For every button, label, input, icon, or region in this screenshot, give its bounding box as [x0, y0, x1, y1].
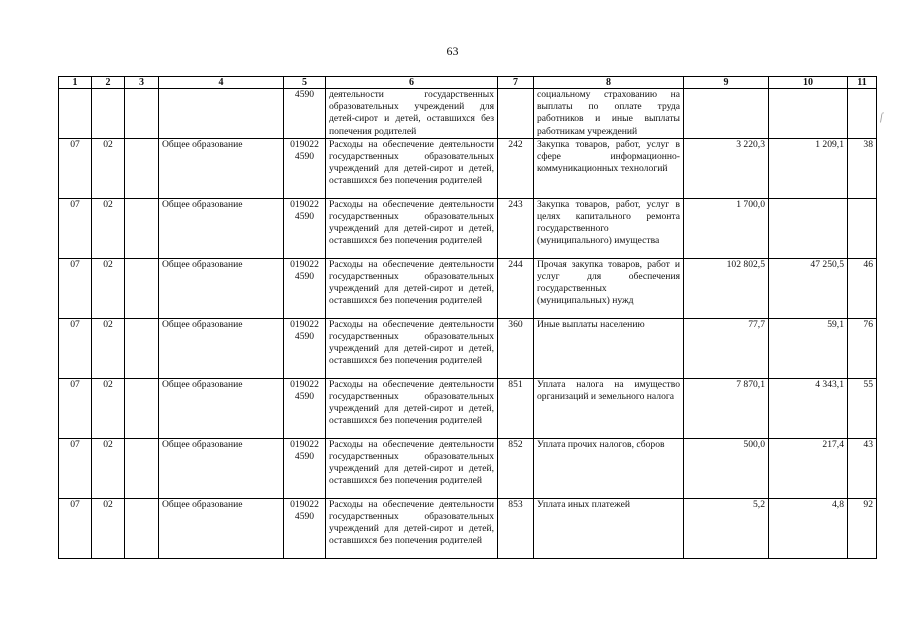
cell-purpose: Расходы на обеспечение деятельности государственных образовательных учреждений для детей-сирот и детей, оставшихся без попечения родителей: [326, 498, 498, 558]
cell-kind: Прочая закупка товаров, работ и услуг для обеспечения государственных (муниципальных) нужд: [534, 258, 684, 318]
table-row: [59, 378, 877, 438]
cell-kind: Уплата иных платежей: [534, 498, 684, 558]
cell-kind: Уплата прочих налогов, сборов: [534, 438, 684, 498]
cell-plan: [684, 89, 769, 139]
cell-kind: Закупка товаров, работ, услуг в сфере информационно-коммуникационных технологий: [534, 138, 684, 198]
cell-subsection: 02: [92, 438, 125, 498]
cell-plan: 500,0: [684, 438, 769, 498]
cell-subsection: 02: [92, 318, 125, 378]
cell-purpose: Расходы на обеспечение деятельности государственных образовательных учреждений для детей-сирот и детей, оставшихся без попечения родителей: [326, 438, 498, 498]
cell-code: 019022 4590: [284, 498, 326, 558]
cell-blank: [125, 198, 159, 258]
cell-code: 019022 4590: [284, 318, 326, 378]
cell-name: Общее образование: [159, 198, 284, 258]
column-header-5: 5: [284, 77, 326, 89]
cell-actual: 1 209,1: [769, 138, 848, 198]
cell-plan: 102 802,5: [684, 258, 769, 318]
cell-plan: 7 870,1: [684, 378, 769, 438]
cell-purpose: Расходы на обеспечение деятельности государственных образовательных учреждений для детей-сирот и детей, оставшихся без попечения родителей: [326, 258, 498, 318]
cell-subsection: 02: [92, 258, 125, 318]
cell-code: 4590: [284, 89, 326, 139]
cell-section: [59, 89, 92, 139]
margin-mark: ſ: [880, 112, 883, 123]
cell-name: Общее образование: [159, 438, 284, 498]
column-header-6: 6: [326, 77, 498, 89]
budget-table: [58, 76, 877, 559]
cell-blank: [125, 318, 159, 378]
table-row: [59, 438, 877, 498]
table-row: [59, 498, 877, 558]
cell-purpose: Расходы на обеспечение деятельности государственных образовательных учреждений для детей-сирот и детей, оставшихся без попечения родителей: [326, 378, 498, 438]
cell-code: 019022 4590: [284, 138, 326, 198]
cell-section: 07: [59, 138, 92, 198]
cell-section: 07: [59, 438, 92, 498]
cell-plan: 1 700,0: [684, 198, 769, 258]
cell-subsection: 02: [92, 498, 125, 558]
cell-kind: Уплата налога на имущество организаций и земельного налога: [534, 378, 684, 438]
column-header-1: 1: [59, 77, 92, 89]
cell-purpose: Расходы на обеспечение деятельности государственных образовательных учреждений для детей-сирот и детей, оставшихся без попечения родителей: [326, 138, 498, 198]
continuation-row: [59, 89, 877, 139]
cell-name: Общее образование: [159, 258, 284, 318]
column-header-8: 8: [534, 77, 684, 89]
cell-kind: социальному страхованию на выплаты по оплате труда работников и иные выплаты работникам учреждений: [534, 89, 684, 139]
column-header-4: 4: [159, 77, 284, 89]
cell-subsection: 02: [92, 138, 125, 198]
cell-percent: 38: [848, 138, 877, 198]
cell-kind-code: 244: [498, 258, 534, 318]
cell-subsection: 02: [92, 198, 125, 258]
table-row: [59, 138, 877, 198]
cell-code: 019022 4590: [284, 378, 326, 438]
column-header-2: 2: [92, 77, 125, 89]
cell-blank: [125, 89, 159, 139]
cell-name: Общее образование: [159, 498, 284, 558]
cell-purpose: Расходы на обеспечение деятельности государственных образовательных учреждений для детей-сирот и детей, оставшихся без попечения родителей: [326, 198, 498, 258]
table-row: [59, 198, 877, 258]
cell-plan: 77,7: [684, 318, 769, 378]
cell-section: 07: [59, 498, 92, 558]
cell-percent: [848, 89, 877, 139]
cell-purpose: Расходы на обеспечение деятельности государственных образовательных учреждений для детей-сирот и детей, оставшихся без попечения родителей: [326, 318, 498, 378]
cell-code: 019022 4590: [284, 198, 326, 258]
page-number: 63: [446, 44, 459, 58]
cell-plan: 3 220,3: [684, 138, 769, 198]
header-row: [59, 77, 877, 89]
column-header-3: 3: [125, 77, 159, 89]
column-header-10: 10: [769, 77, 848, 89]
cell-blank: [125, 258, 159, 318]
column-header-7: 7: [498, 77, 534, 89]
table-row: [59, 318, 877, 378]
cell-subsection: 02: [92, 378, 125, 438]
cell-kind-code: 853: [498, 498, 534, 558]
cell-percent: 43: [848, 438, 877, 498]
cell-kind-code: [498, 89, 534, 139]
cell-actual: 47 250,5: [769, 258, 848, 318]
cell-name: Общее образование: [159, 378, 284, 438]
cell-percent: 55: [848, 378, 877, 438]
cell-kind-code: 360: [498, 318, 534, 378]
cell-code: 019022 4590: [284, 258, 326, 318]
cell-section: 07: [59, 318, 92, 378]
cell-kind-code: 243: [498, 198, 534, 258]
cell-percent: 46: [848, 258, 877, 318]
cell-section: 07: [59, 198, 92, 258]
cell-actual: [769, 89, 848, 139]
cell-code: 019022 4590: [284, 438, 326, 498]
cell-blank: [125, 498, 159, 558]
cell-section: 07: [59, 258, 92, 318]
cell-actual: 4 343,1: [769, 378, 848, 438]
cell-kind-code: 852: [498, 438, 534, 498]
cell-name: Общее образование: [159, 318, 284, 378]
column-header-9: 9: [684, 77, 769, 89]
cell-purpose: деятельности государственных образовательных учреждений для детей-сирот и детей, оставшихся без попечения родителей: [326, 89, 498, 139]
cell-section: 07: [59, 378, 92, 438]
cell-subsection: [92, 89, 125, 139]
cell-percent: [848, 198, 877, 258]
cell-actual: 217,4: [769, 438, 848, 498]
cell-name: Общее образование: [159, 138, 284, 198]
cell-actual: 59,1: [769, 318, 848, 378]
cell-kind-code: 851: [498, 378, 534, 438]
cell-kind: Иные выплаты населению: [534, 318, 684, 378]
table-row: [59, 258, 877, 318]
cell-kind: Закупка товаров, работ, услуг в целях капитального ремонта государственного (муниципального) имущества: [534, 198, 684, 258]
cell-percent: 76: [848, 318, 877, 378]
column-header-11: 11: [848, 77, 877, 89]
cell-actual: [769, 198, 848, 258]
cell-percent: 92: [848, 498, 877, 558]
cell-name: [159, 89, 284, 139]
cell-actual: 4,8: [769, 498, 848, 558]
cell-kind-code: 242: [498, 138, 534, 198]
cell-blank: [125, 438, 159, 498]
cell-plan: 5,2: [684, 498, 769, 558]
cell-blank: [125, 138, 159, 198]
cell-blank: [125, 378, 159, 438]
